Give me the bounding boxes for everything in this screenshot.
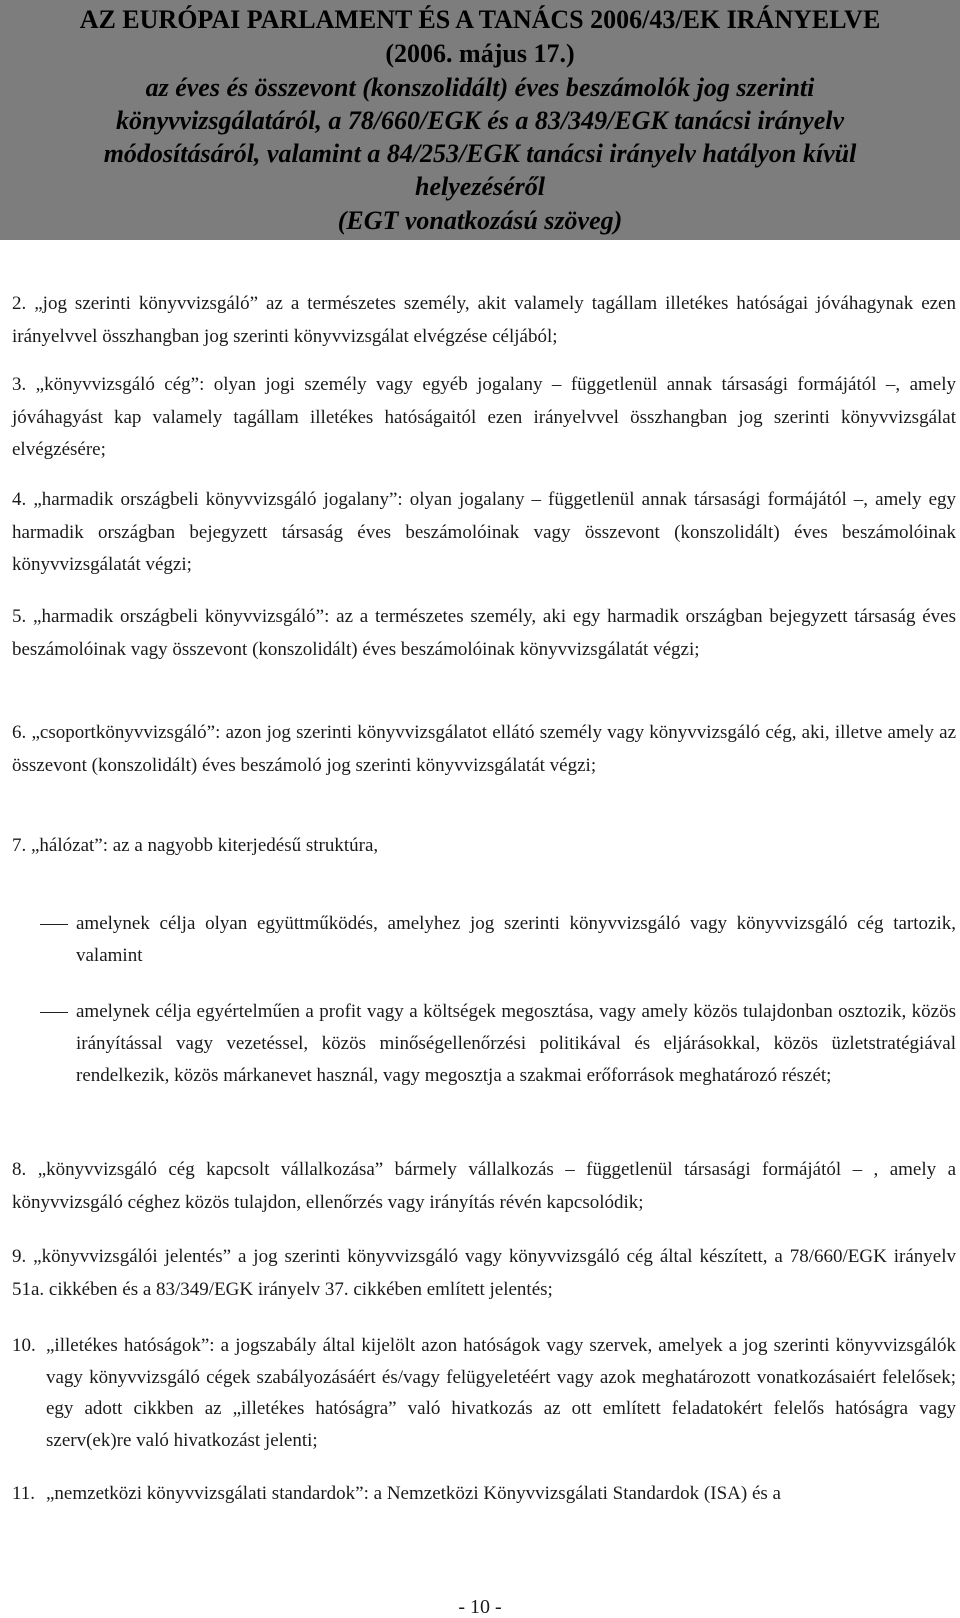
- item-number: 3.: [12, 374, 27, 395]
- item-text: „nemzetközi könyvvizsgálati standardok”: a Nemzetközi Könyvvizsgálati Standardok (ISA) és a: [46, 1483, 781, 1504]
- title-line-4: könyvvizsgálatáról, a 78/660/EGK és a 83/349/EGK tanácsi irányelv: [115, 106, 844, 135]
- page-number: - 10 -: [458, 1596, 502, 1618]
- item-text: „harmadik országbeli könyvvizsgáló jogalany”: olyan jogalany – függetlenül annak társasági formájától –, amely egy harmadik országban bejegyzett társaság éves beszámolóinak vagy összevont (konszolidált) éves beszámolóinak könyvvizsgálatát végzi;: [12, 489, 957, 575]
- definition-item-6: [12, 717, 956, 782]
- item-text: „könyvvizsgáló cég kapcsolt vállalkozása” bármely vállalkozás – függetlenül társasági formájától – , amely a könyvvizsgáló céghez közös tulajdon, ellenőrzés vagy irányítás révén kapcsolódik;: [12, 1159, 956, 1213]
- definition-item-7: [12, 830, 956, 863]
- item-number: 5.: [12, 606, 27, 627]
- definition-item-10: [12, 1330, 956, 1456]
- item-number: 4.: [12, 489, 27, 510]
- item-text: „könyvvizsgálói jelentés” a jog szerinti könyvvizsgáló vagy könyvvizsgáló cég által készített, a 78/660/EGK irányelv 51a. cikkében és a 83/349/EGK irányelv 37. cikkében említett jelentés;: [12, 1246, 956, 1300]
- definition-item-11: [12, 1478, 956, 1510]
- item-number: 6.: [12, 722, 27, 743]
- item-number: 9.: [12, 1246, 27, 1267]
- document-title-banner: [0, 0, 960, 240]
- item-text: „könyvvizsgáló cég”: olyan jogi személy vagy egyéb jogalany – függetlenül annak társasági formájától –, amely jóváhagyást kap valamely tagállam illetékes hatóságaitól ezen irányelvvel összhangban jog szerinti könyvvizsgálat elvégzésére;: [12, 374, 956, 460]
- definition-item-5: [12, 601, 956, 666]
- item-number: 7.: [12, 835, 27, 856]
- title-line-7: (EGT vonatkozású szöveg): [337, 206, 623, 235]
- definition-item-2: [12, 288, 956, 353]
- title-line-6: helyezéséről: [415, 172, 545, 201]
- title-line-1: AZ EURÓPAI PARLAMENT ÉS A TANÁCS 2006/43/EK IRÁNYELVE: [79, 5, 881, 34]
- item-text: „csoportkönyvvizsgáló”: azon jog szerinti könyvvizsgálatot ellátó személy vagy könyvvizsgáló cég, aki, illetve amely az összevont (konszolidált) éves beszámoló jog szerinti könyvvizsgálatát végzi;: [12, 722, 957, 776]
- subitem-text: amelynek célja olyan együttműködés, amelyhez jog szerinti könyvvizsgáló vagy könyvvizsgáló cég tartozik, valamint: [76, 913, 956, 966]
- item-number: 2.: [12, 293, 27, 314]
- item-number: 10.: [12, 1335, 36, 1356]
- item-text: „illetékes hatóságok”: a jogszabály által kijelölt azon hatóságok vagy szervek, amelyek a jog szerinti könyvvizsgálók vagy könyvvizsgáló cégek szabályozásáért és/vagy felügyeletéért vagy azok meghatározott vonatkozásaiért felelősek; egy adott cikkben az „illetékes hatóságra” való hivatkozás az ott említett feladatokért felelős hatóságra vagy szerv(ek)re való hivatkozást jelenti;: [46, 1335, 956, 1451]
- subitem-text: amelynek célja egyértelműen a profit vagy a költségek megosztása, vagy amely közös tulajdonban osztozik, közös irányítással vagy vezetéssel, közös minőségellenőrzési politikával és eljárásokkal, közös üzletstratégiával rendelkezik, közös márkanevet használ, vagy megosztja a szakmai erőforrások meghatározó részét;: [76, 1001, 956, 1086]
- definition-item-4: [12, 484, 956, 582]
- em-dash-bullet: [40, 1012, 68, 1013]
- em-dash-bullet: [40, 924, 68, 925]
- title-line-5: módosításáról, valamint a 84/253/EGK tanácsi irányelv hatályon kívül: [103, 139, 857, 168]
- definition-item-8: [12, 1154, 956, 1219]
- definition-item-3: [12, 369, 956, 467]
- item-text: „harmadik országbeli könyvvizsgáló”: az a természetes személy, aki egy harmadik országban bejegyzett társaság éves beszámolóinak vagy összevont (konszolidált) éves beszámolóinak könyvvizsgálatát végzi;: [12, 606, 957, 660]
- definition-item-7-subitem-1: [40, 908, 956, 972]
- item-number: 8.: [12, 1159, 27, 1180]
- definition-item-7-subitem-2: [40, 996, 956, 1092]
- item-text: „hálózat”: az a nagyobb kiterjedésű struktúra,: [31, 835, 379, 856]
- title-line-2: (2006. május 17.): [385, 39, 575, 68]
- item-text: „jog szerinti könyvvizsgáló” az a természetes személy, akit valamely tagállam illetékes hatóságai jóváhagynak ezen irányelvvel összhangban jog szerinti könyvvizsgálat elvégzése céljából;: [12, 293, 956, 347]
- item-number: 11.: [12, 1483, 36, 1504]
- title-line-3: az éves és összevont (konszolidált) éves beszámolók jog szerinti: [145, 73, 815, 102]
- definition-item-9: [12, 1241, 956, 1306]
